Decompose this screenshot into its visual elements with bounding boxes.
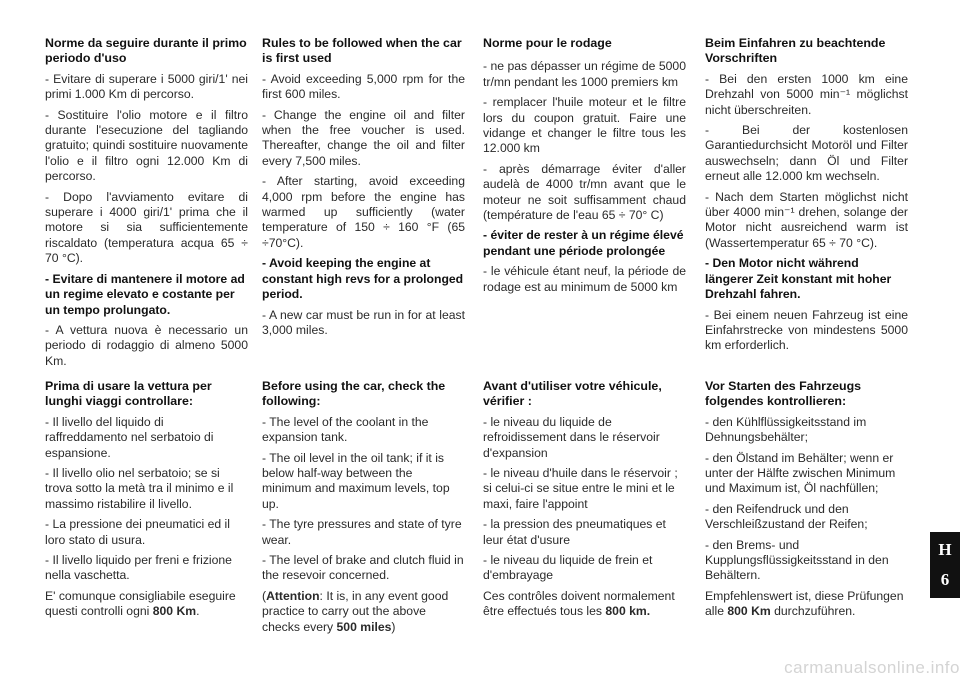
paragraph: - le niveau du liquide de frein et d'embrayage	[483, 553, 653, 583]
watermark: carmanualsonline.info	[784, 658, 960, 677]
paragraph: - Il livello liquido per freni e frizione nella vaschetta.	[45, 553, 232, 583]
paragraph-bold: - Den Motor nicht während längerer Zeit konstant mit hoher Drehzahl fahren.	[705, 256, 892, 302]
paragraph-bold: - éviter de rester à un régime élevé pendant une période prolongée	[483, 228, 684, 258]
section-tab-number: 6	[940, 570, 950, 589]
paragraph: - A vettura nuova è necessario un periodo di rodaggio di almeno 5000 Km.	[45, 322, 248, 368]
paragraph: - After starting, avoid exceeding 4,000 rpm before the engine has warmed up sufficiently (water temperature of 150 ÷ 160 °F (65 ÷70°C).	[262, 174, 465, 250]
paragraph: - le véhicule étant neuf, la période de rodage est au minimum de 5000 km	[483, 264, 686, 294]
paragraph: - The level of brake and clutch fluid in the resevoir concerned.	[262, 553, 464, 583]
paragraph: - Avoid exceeding 5,000 rpm for the first 600 miles.	[262, 71, 465, 102]
paragraph: - A new car must be run in for at least 3,000 miles.	[262, 307, 465, 337]
paragraph-bold: - Avoid keeping the engine at constant high revs for a prolonged period.	[262, 256, 464, 302]
paragraph: - La pressione dei pneumatici ed il loro stato di usura.	[45, 517, 230, 547]
paragraph: - Evitare di superare i 5000 giri/1' nei primi 1.000 Km di percorso.	[45, 71, 248, 102]
paragraph: - den Kühlflüssigkeitsstand im Dehnungsbehälter;	[705, 414, 867, 445]
paragraph: - remplacer l'huile moteur et le filtre lors du coupon gratuit. Faire une vidange et changer le filtre tous les 12.000 km	[483, 95, 686, 156]
paragraph: - den Reifendruck und den Verschleißzustand der Reifen;	[705, 501, 868, 532]
paragraph: - Il livello olio nel serbatoio; se si trova sotto la metà tra il minimo e il massimo ristabilire il livello.	[45, 466, 234, 511]
einfahren-de	[705, 36, 908, 359]
final-note: Empfehlenswert ist, diese Prüfungen alle 800 Km durchzuführen.	[705, 588, 904, 619]
verifier-fr	[483, 379, 686, 625]
paragraph: - den Brems- und Kupplungsflüssigkeitsstand in den Behältern.	[705, 537, 889, 583]
runin-en	[262, 36, 465, 343]
paragraph: - Bei einem neuen Fahrzeug ist eine Einfahrstrecke von mindestens 5000 km erforderlich.	[705, 307, 908, 353]
paragraph: - The tyre pressures and state of tyre wear.	[262, 517, 462, 547]
paragraph: - Nach dem Starten möglichst nicht über 4000 min⁻¹ drehen, solange der Motor nicht ausreichend warm ist (Wassertemperatur 65 ÷ 70 °C).	[705, 189, 908, 250]
final-note: Ces contrôles doivent normalement être effectués tous les 800 km.	[483, 588, 675, 619]
final-note: E' comunque consigliabile eseguire questi controlli ogni 800 Km.	[45, 588, 236, 619]
kontrollieren-de	[705, 379, 908, 625]
section-heading: Norme da seguire durante il primo periodo d'uso	[45, 36, 247, 66]
rodaggio-it	[45, 36, 248, 374]
paragraph: - le niveau du liquide de refroidissement dans le réservoir d'expansion	[483, 414, 660, 460]
paragraph-bold: - Evitare di mantenere il motore ad un regime elevato e costante per un tempo prolungato.	[45, 271, 245, 317]
rodage-fr	[483, 36, 686, 300]
section-heading: Prima di usare la vettura per lunghi viaggi controllare:	[45, 379, 212, 409]
paragraph: - Dopo l'avviamento evitare di superare i 4000 giri/1' prima che il motore si sia sufficientemente riscaldato (temperatura acqua 65 ÷ 70 °C).	[45, 189, 248, 266]
paragraph: - après démarrage éviter d'aller audelà de 4000 tr/mn avant que le moteur ne soit suffisamment chaud (température de l'eau 65 ÷ 70° C)	[483, 161, 686, 223]
section-heading: Norme pour le rodage	[483, 36, 612, 50]
paragraph: - Bei der kostenlosen Garantiedurchsicht Motoröl und Filter auswechseln; dann Öl und Filter erneut alle 12.000 km wechseln.	[705, 123, 908, 184]
final-note: (Attention: It is, in any event good practice to carry out the above checks every 500 miles)	[262, 588, 449, 634]
section-tab	[930, 532, 960, 598]
paragraph: - le niveau d'huile dans le réservoir ; si celui-ci se situe entre le mini et le maxi, faire l'appoint	[483, 466, 678, 511]
section-heading: Vor Starten des Fahrzeugs folgendes kontrollieren:	[705, 379, 862, 409]
section-heading: Avant d'utiliser votre véhicule, vérifier :	[483, 379, 662, 409]
paragraph: - Bei den ersten 1000 km eine Drehzahl von 5000 min⁻¹ möglichst nicht überschreiten.	[705, 71, 908, 117]
section-heading: Beim Einfahren zu beachtende Vorschriften	[705, 36, 886, 66]
paragraph: - ne pas dépasser un régime de 5000 tr/mn pendant les 1000 premiers km	[483, 59, 686, 89]
paragraph: - The oil level in the oil tank; if it is below half-way between the minimum and maximum levels, top up.	[262, 450, 450, 511]
paragraph: - Change the engine oil and filter when the free voucher is used. Thereafter, change the oil and filter every 7,500 miles.	[262, 107, 465, 168]
controlli-it	[45, 379, 248, 625]
paragraph: - Il livello del liquido di raffreddamento nel serbatoio di espansione.	[45, 414, 214, 460]
checks-en	[262, 379, 465, 640]
section-heading: Rules to be followed when the car is first used	[262, 36, 462, 66]
paragraph: - la pression des pneumatiques et leur état d'usure	[483, 517, 666, 547]
section-heading: Before using the car, check the following:	[262, 379, 446, 409]
section-tab-letter: H	[938, 540, 952, 559]
paragraph: - Sostituire l'olio motore e il filtro durante l'esecuzione del tagliando gratuito; quindi sostituire nuovamente l'olio e il filtro ogni 12.000 Km di percorso.	[45, 107, 248, 184]
paragraph: - The level of the coolant in the expansion tank.	[262, 414, 429, 445]
paragraph: - den Ölstand im Behälter; wenn er unter der Hälfte zwischen Minimum und Maximum ist, Öl nachfüllen;	[705, 450, 896, 496]
